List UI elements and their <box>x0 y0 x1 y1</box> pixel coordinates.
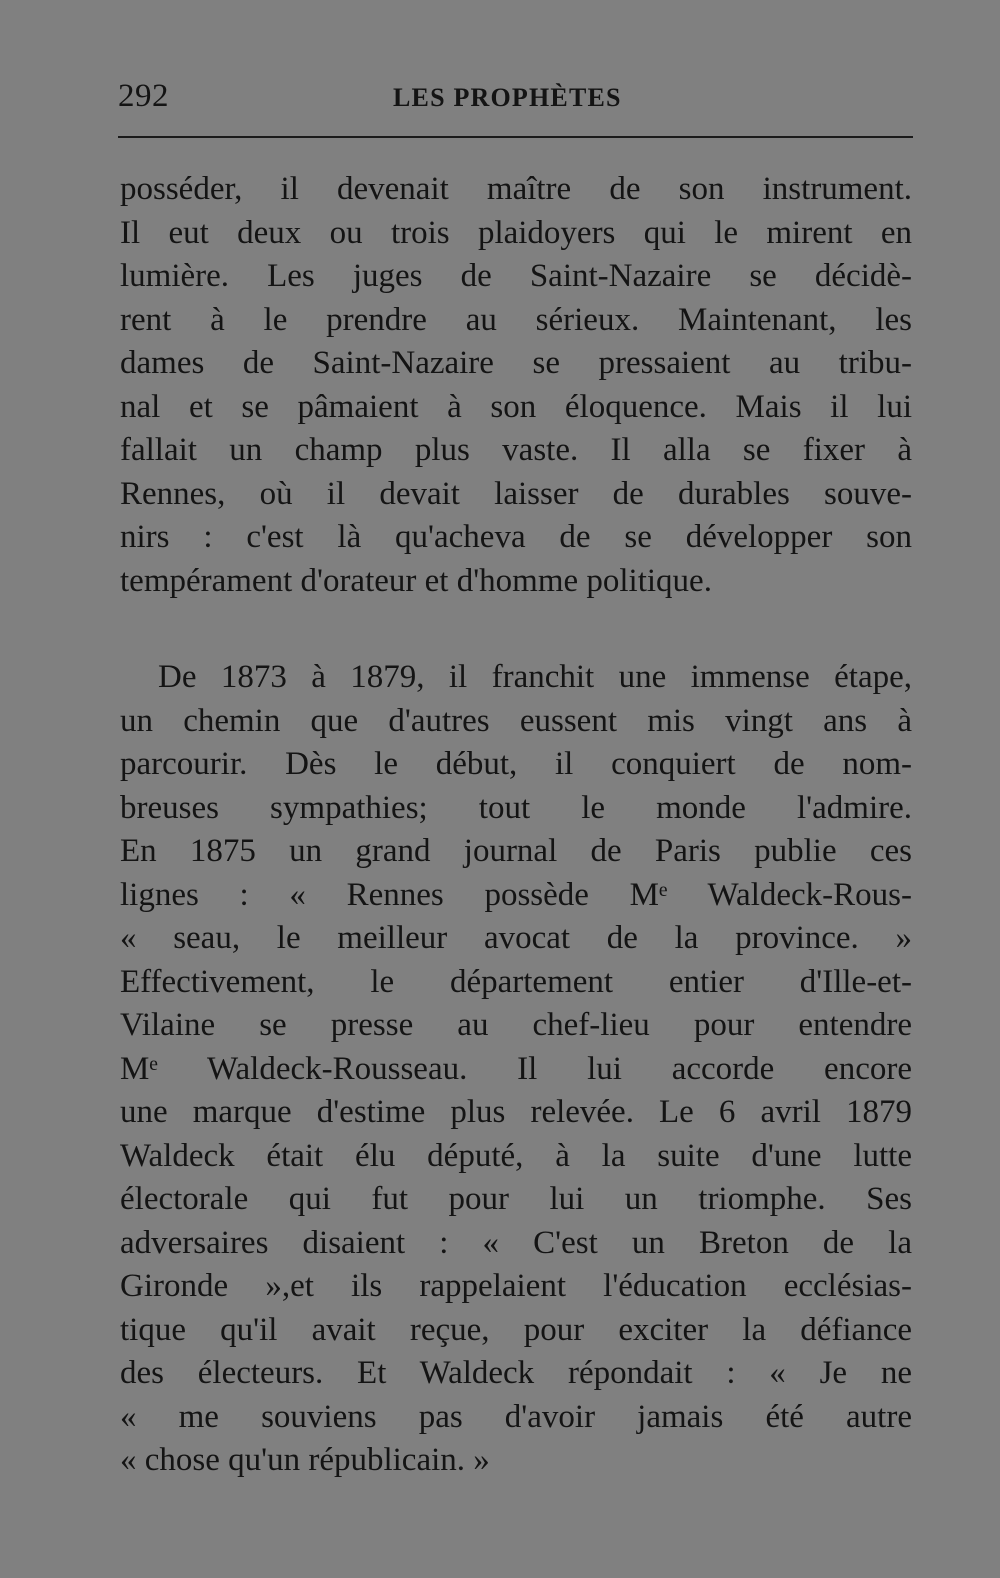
text-line: nal et se pâmaient à son éloquence. Mais il lui <box>120 388 912 425</box>
text-line: Mᵉ Waldeck-Rousseau. Il lui accorde encore <box>120 1050 912 1087</box>
text-line: Waldeck était élu député, à la suite d'une lutte <box>120 1137 912 1174</box>
text-line: fallait un champ plus vaste. Il alla se fixer à <box>120 432 912 468</box>
text-line: tempérament d'orateur et d'homme politique. <box>120 562 712 599</box>
text-line: dames de Saint-Nazaire se pressaient au tribu- <box>120 345 912 381</box>
text-line: « seau, le meilleur avocat de la province. » <box>120 920 912 956</box>
text-line: des électeurs. Et Waldeck répondait : « Je ne <box>120 1355 912 1391</box>
running-title: LES PROPHÈTES <box>393 83 622 112</box>
text-line: Gironde »,et ils rappelaient l'éducation ecclésias- <box>120 1268 912 1304</box>
text-line: posséder, il devenait maître de son instrument. <box>120 171 912 207</box>
text-line: De 1873 à 1879, il franchit une immense étape, <box>158 659 912 695</box>
header-rule <box>118 136 913 138</box>
text-line: breuses sympathies; tout le monde l'admire. <box>120 789 912 826</box>
page-header <box>118 74 913 118</box>
text-line: adversaires disaient : « C'est un Breton de la <box>120 1224 912 1261</box>
text-line: En 1875 un grand journal de Paris publie ces <box>120 833 912 869</box>
text-line: Il eut deux ou trois plaidoyers qui le mirent en <box>120 214 912 251</box>
text-line: un chemin que d'autres eussent mis vingt ans à <box>120 702 912 739</box>
text-line: « chose qu'un républicain. » <box>120 1442 490 1478</box>
paragraph-1 <box>120 168 912 603</box>
text-line: lignes : « Rennes possède Mᵉ Waldeck-Rous- <box>120 876 912 913</box>
text-line: rent à le prendre au sérieux. Maintenant, les <box>120 301 912 338</box>
text-line: lumière. Les juges de Saint-Nazaire se décidè- <box>120 258 912 294</box>
text-line: tique qu'il avait reçue, pour exciter la défiance <box>120 1311 912 1348</box>
text-line: « me souviens pas d'avoir jamais été autre <box>120 1398 912 1435</box>
text-line: nirs : c'est là qu'acheva de se développer son <box>120 519 912 555</box>
text-line: une marque d'estime plus relevée. Le 6 avril 1879 <box>120 1094 912 1130</box>
text-line: Effectivement, le département entier d'Ille-et- <box>120 963 912 1000</box>
text-line: électorale qui fut pour lui un triomphe. Ses <box>120 1181 912 1217</box>
text-line: Rennes, où il devait laisser de durables souve- <box>120 475 912 512</box>
text-line: Vilaine se presse au chef-lieu pour entendre <box>120 1007 912 1043</box>
page-number: 292 <box>118 78 169 114</box>
text-line: parcourir. Dès le début, il conquiert de nom- <box>120 746 912 782</box>
paragraph-2 <box>120 656 912 1483</box>
